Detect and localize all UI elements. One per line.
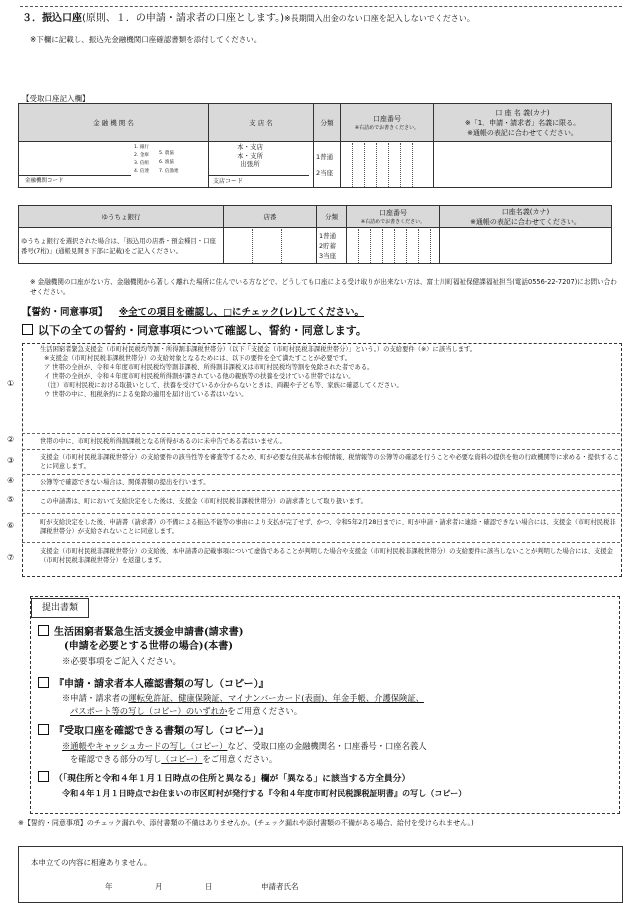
doc-item-2 [38,675,269,690]
yucho-holder-label: 口座名義(カナ) [501,207,550,216]
doc-item-3 [38,722,269,737]
bank-code-label: 金融機関コード [25,178,64,184]
yucho-bank-header: ゆうちょ銀行 [19,206,224,228]
yucho-type-futsu[interactable]: 1普通 [319,231,337,240]
bank-type-col1 [134,144,149,176]
branch-type-list [237,143,263,169]
condition-4-num: ④ [7,476,15,485]
type-futsu[interactable]: 1普通 [316,152,334,161]
pledge-main-row [22,322,367,338]
condition-3-num: ③ [7,456,15,465]
applicant-name-input[interactable] [319,875,599,893]
condition-4 [7,474,620,487]
doc-2-checkbox[interactable] [38,677,49,688]
branch-code-field[interactable] [209,175,309,187]
condition-2-num: ② [7,435,15,444]
condition-7 [7,542,620,565]
top-divider [20,6,622,8]
bank-code-field[interactable] [19,175,131,187]
signature-statement: 本申立ての内容に相違ありません。 [31,858,152,867]
branch-code-label: 支店コード [213,178,244,185]
bank-type-col2 [159,149,179,176]
doc-4-checkbox[interactable] [38,771,49,782]
bank-type-1[interactable]: 1. 銀行 [134,145,150,150]
condition-2-line-1: 世帯の中に、市町村民税所得割課税となる所得があるのに未申告である者はいません。 [40,438,286,445]
yucho-holder-header [440,206,612,228]
receive-label: 【受取口座記入欄】 [22,94,90,103]
bank-type-2[interactable]: 2. 金庫 [134,153,150,158]
applicant-name-label: 申請者氏名 [261,882,299,891]
section3-title: ３．振込口座 [22,13,82,24]
bank-name-header: 金 融 機 関 名 [19,104,209,142]
yucho-account-header [347,206,440,228]
signature-box [18,846,623,903]
branch-type-honshisho[interactable]: 本・支所 [237,151,263,160]
pledge-header [22,304,364,318]
bank-table [18,103,612,188]
account-type-header: 分類 [314,104,341,142]
bank-type-4[interactable]: 4. 信連 [134,169,150,174]
condition-1-line-3: ア 世帯の全員が、令和４年度市町村民税均等割非課税、所得割非課税又は市町村民税均等割を免除された者である。 [44,364,374,371]
condition-5-num: ⑤ [7,495,15,504]
branch-type-honshiten[interactable]: 本・支店 [237,143,263,151]
holder-input[interactable] [434,142,612,188]
doc-2-note-1u: 運転免許証、健康保険証、マイナンバーカード(表面)、年金手帳、介護保険証、 [128,693,424,703]
docs-title: 提出書類 [31,598,89,618]
section3-heading [22,9,475,24]
bank-type-5[interactable]: 5. 農協 [159,151,175,156]
condition-5-line-1: この申請書は、町において支給決定をした後は、支援金（市町村民税非課税世帯分）の請求書として取り扱います。 [40,498,367,505]
bank-type-6[interactable]: 6. 漁協 [159,160,175,165]
signature-month-label: 月 [155,882,163,891]
branch-name-header: 支 店 名 [209,104,314,142]
condition-1-line-5: （注）市町村民税における取扱いとして、扶養を受けているか分からないときは、両親や子ども等、家族に確認してください。 [44,382,403,389]
doc-1-checkbox[interactable] [38,625,49,636]
holder-label: 口 座 名 義(カナ) [495,108,550,117]
pledge-checkbox[interactable] [22,324,33,335]
holder-note1: ※「1．申請・請求者」名義に限る。 [464,118,581,127]
pledge-main-text: 以下の全ての誓約・同意事項について確認し、誓約・同意します。 [38,324,367,337]
section3-title-rest: (原則、１．の申請・請求者の口座とします。) [82,13,285,24]
doc-3-note-2a: を確認できる部分の写し [70,754,162,764]
condition-6-line-1: 町が支給決定をした後、申請書（請求書）の不備による振込不能等の事由により支払が完了せず、かつ、令和5年2月28日までに、町が申請・請求者に連絡・確認できない場合には、支援金（市町村民税非課税世帯分）が支給されないことに同意します。 [40,519,616,535]
doc-4-head: （「現住所と令和４年１月１日時点の住所と異なる」欄が「異なる」に該当する方全員分） [54,774,411,784]
doc-3-checkbox[interactable] [38,724,49,735]
condition-6 [7,513,620,536]
condition-1-line-6: ウ 世帯の中に、租税条約による免除の適用を届け出ている者はいない。 [44,391,248,398]
doc-2-note-2u: パスポート等の写し（コピー）のいずれか [70,706,228,716]
signature-year-label: 年 [105,882,113,891]
doc-3-note-2b: をご用意ください。 [202,754,278,764]
account-type-cell[interactable] [314,142,341,188]
account-number-header [341,104,434,142]
bank-type-3[interactable]: 3. 信組 [134,161,150,166]
yucho-account-label: 口座番号 [379,209,407,217]
no-account-footnote: ※ 金融機関の口座がない方、金融機関から著しく離れた場所に住んでいる方などで、どうしても口座による受け取りが出来ない方は、富士川町福祉保健課福祉担当(電話0556-22-7207)にお問い合わせください。 [30,278,617,296]
condition-2 [7,433,620,446]
doc-item-4 [38,771,410,784]
yucho-branch-header: 店番 [224,206,317,228]
bank-type-7[interactable]: 7. 信漁連 [159,169,179,174]
account-number-input[interactable] [341,142,434,188]
condition-3 [7,449,620,471]
doc-3-head: 『受取口座を確認できる書類の写し（コピー）』 [54,726,269,737]
yucho-account-input[interactable] [347,228,440,264]
bank-name-cell[interactable] [19,142,209,188]
account-number-note: ※右詰めでお書きください。 [354,125,420,131]
condition-3-line-1: 支援金（市町村民税非課税世帯分）の支給要件の該当性等を審査等するため、町が必要な住民基本台帳情報、税情報等の公簿等の確認を行うことや必要な資料の提供を他の行政機関等に求める・提供することに同意します。 [40,454,620,470]
yucho-account-note: ※右詰めでお書きください。 [360,219,426,225]
doc-1-note: ※必要事項をご記入ください。 [62,657,182,667]
doc-2-note-1: ※申請・請求者の [62,693,129,703]
holder-header [434,104,612,142]
condition-1-line-4: イ 世帯の全員が、令和４年度市町村民税所得割が課されている他の親族等の扶養を受けている世帯ではない。 [44,373,355,380]
condition-4-line-1: 公簿等で確認できない場合は、関係書類の提出を行います。 [40,479,210,486]
type-toza[interactable]: 2当座 [316,168,334,177]
doc-2-note-2: をご用意ください。 [227,706,302,716]
doc-3-note-1u: ※通帳やキャッシュカードの写し（コピー） [62,741,228,751]
condition-7-line-1: 支援金（市町村民税非課税世帯分）の支給後、本申請書の記載事項について虚偽であることが判明した場合や支援金（市町村民税非課税世帯分）の支給要件に該当しないことが判明した場合には、支援金（市町村民税非課税世帯分）を返還します。 [40,548,613,564]
bottom-note: ※【誓約・同意事項】のチェック漏れや、添付書類の不備はありませんか。(チェック漏れや添付書類の不備がある場合、給付を受けられません。) [18,819,474,827]
doc-3-note-2u: （コピー） [161,754,203,764]
condition-6-num: ⑥ [7,521,15,530]
doc-1-head2: (申請を必要とする世帯の場合)(本書) [64,641,233,652]
condition-1 [7,345,620,399]
holder-note2: ※通帳の表記に合わせてください。 [467,128,578,137]
doc-1-head: 生活困窮者緊急生活支援金申請書(請求書) [54,627,244,638]
yucho-desc: ゆうちょ銀行を選択された場合は、「振込用の店番・預金種目・口座番号(7桁)」(通帳見開き下部に記載)をご記入ください。 [19,228,224,264]
section3-note: ※長期間入出金のない口座を記入しないでください。 [284,14,475,23]
account-number-label: 口座番号 [373,115,401,123]
yucho-branch-input[interactable] [224,228,317,264]
condition-1-line-2: ※支援金（市町村民税非課税世帯分）の支給対象となるためには、以下の要件を全て満たすことが必要です。 [44,355,352,362]
condition-1-line-1: 生活困窮者緊急支援金（市町村民税均等割・所得割非課税世帯分）（以下「支援金（市町村民税非課税世帯分）」という。）の支給要件（※）に該当します。 [40,346,477,353]
yucho-type-header: 分類 [317,206,347,228]
branch-type-shucchojo[interactable]: 出張所 [240,160,260,168]
condition-7-num: ⑦ [7,553,15,562]
condition-5 [7,490,620,506]
doc-3-note [62,740,612,766]
yucho-type-chochiku[interactable]: 2貯蓄 [319,241,337,250]
attach-note: ※下欄に記載し、振込先金融機関口座確認書類を添付してください。 [30,35,262,44]
yucho-holder-input[interactable] [440,228,612,264]
doc-2-note [62,692,612,718]
yucho-table [18,205,612,264]
yucho-type-cell[interactable] [317,228,347,264]
condition-1-num: ① [7,379,15,388]
doc-4-note: 令和４年１月１日時点でお住まいの市区町村が発行する『令和４年度市町村民税課税証明書』の写し（コピー） [62,788,467,798]
doc-2-head: 『申請・請求者本人確認書類の写し（コピー）』 [54,679,269,690]
doc-3-note-1: など、受取口座の金融機関名・口座番号・口座名義人 [227,741,427,751]
pledge-header-label: 【誓約・同意事項】 [22,307,108,318]
branch-name-cell[interactable] [209,142,314,188]
yucho-holder-note: ※通帳の表記に合わせてください。 [470,217,581,226]
doc-item-1 [38,625,243,654]
pledge-instruction: ※全ての項目を確認し、□にチェック(レ)してください。 [118,307,364,318]
yucho-type-toza[interactable]: 3当座 [319,251,337,260]
signature-day-label: 日 [205,882,213,891]
